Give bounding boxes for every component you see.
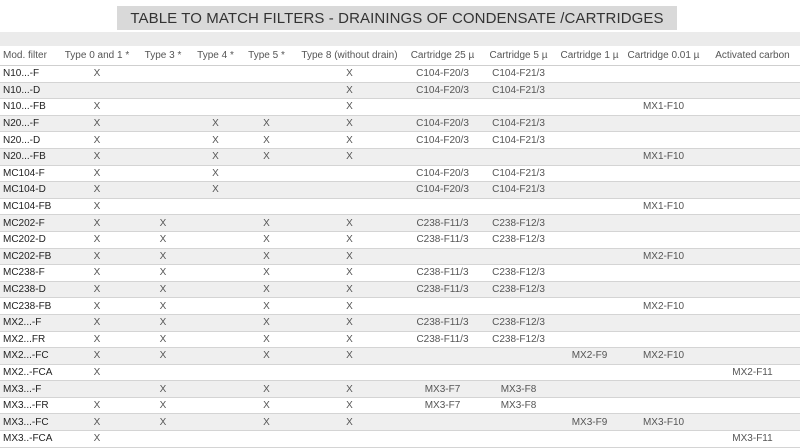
model-cell: MX2...-FC	[0, 348, 60, 365]
table-cell	[705, 165, 800, 182]
table-cell	[705, 248, 800, 265]
table-row	[0, 165, 800, 182]
table-row	[0, 82, 800, 99]
table-cell	[239, 66, 294, 83]
table-cell	[192, 248, 239, 265]
table-cell: X	[60, 198, 134, 215]
table-row	[0, 397, 800, 414]
table-cell: X	[134, 231, 192, 248]
column-header: Cartridge 25 µ	[405, 46, 480, 66]
table-cell	[705, 414, 800, 431]
table-cell	[192, 397, 239, 414]
table-cell: X	[239, 414, 294, 431]
table-cell	[192, 215, 239, 232]
table-cell	[705, 198, 800, 215]
table-cell: X	[60, 182, 134, 199]
table-cell: C238-F12/3	[480, 281, 557, 298]
table-cell	[480, 348, 557, 365]
table-row	[0, 348, 800, 365]
table-cell: C238-F11/3	[405, 231, 480, 248]
table-row	[0, 364, 800, 381]
table-cell: X	[60, 414, 134, 431]
table-cell	[480, 198, 557, 215]
table-cell: X	[60, 265, 134, 282]
table-row	[0, 115, 800, 132]
table-cell	[480, 414, 557, 431]
table-cell: X	[134, 414, 192, 431]
table-cell	[294, 364, 405, 381]
table-cell	[557, 381, 622, 398]
table-cell: X	[60, 165, 134, 182]
table-cell: X	[294, 148, 405, 165]
table-cell: X	[60, 364, 134, 381]
table-cell	[557, 132, 622, 149]
table-cell	[192, 364, 239, 381]
table-row	[0, 298, 800, 315]
table-cell	[134, 364, 192, 381]
table-cell: X	[60, 431, 134, 448]
table-cell: X	[60, 132, 134, 149]
table-cell	[134, 115, 192, 132]
table-cell: X	[60, 99, 134, 116]
table-cell	[192, 414, 239, 431]
table-cell	[557, 298, 622, 315]
table-cell	[192, 99, 239, 116]
table-cell	[192, 381, 239, 398]
table-cell	[239, 182, 294, 199]
table-cell	[134, 66, 192, 83]
table-cell	[239, 99, 294, 116]
model-cell: MC238-F	[0, 265, 60, 282]
table-cell: X	[60, 115, 134, 132]
table-cell	[134, 182, 192, 199]
table-cell: X	[239, 248, 294, 265]
table-cell: X	[294, 381, 405, 398]
model-cell: MC104-D	[0, 182, 60, 199]
table-cell	[705, 148, 800, 165]
table-cell: X	[239, 331, 294, 348]
table-cell: C104-F21/3	[480, 82, 557, 99]
table-body	[0, 66, 800, 448]
table-cell	[705, 215, 800, 232]
table-cell	[192, 265, 239, 282]
table-cell	[480, 99, 557, 116]
table-cell	[134, 431, 192, 448]
table-cell: X	[134, 381, 192, 398]
table-cell: C238-F11/3	[405, 215, 480, 232]
table-cell	[557, 314, 622, 331]
table-row	[0, 381, 800, 398]
model-cell: MC238-FB	[0, 298, 60, 315]
table-cell	[405, 198, 480, 215]
table-cell: C238-F11/3	[405, 281, 480, 298]
table-cell	[294, 431, 405, 448]
table-cell	[622, 381, 705, 398]
table-cell	[622, 231, 705, 248]
table-cell	[294, 165, 405, 182]
model-cell: MX3...-FR	[0, 397, 60, 414]
table-cell	[557, 165, 622, 182]
filter-match-table	[0, 46, 800, 448]
table-cell	[557, 148, 622, 165]
table-cell	[405, 298, 480, 315]
table-cell: MX3-F10	[622, 414, 705, 431]
table-cell	[622, 265, 705, 282]
table-cell	[557, 115, 622, 132]
table-cell: X	[239, 314, 294, 331]
table-row	[0, 231, 800, 248]
table-cell: X	[60, 148, 134, 165]
table-cell	[705, 231, 800, 248]
table-cell: C104-F20/3	[405, 115, 480, 132]
table-cell: MX1-F10	[622, 148, 705, 165]
model-cell: MX2...-F	[0, 314, 60, 331]
column-header: Cartridge 1 µ	[557, 46, 622, 66]
table-cell: MX2-F10	[622, 348, 705, 365]
table-row	[0, 431, 800, 448]
table-cell	[60, 381, 134, 398]
model-cell: MX3...-F	[0, 381, 60, 398]
table-cell: X	[294, 132, 405, 149]
table-cell: MX3-F7	[405, 381, 480, 398]
table-cell: MX3-F7	[405, 397, 480, 414]
model-cell: N20...-D	[0, 132, 60, 149]
table-row	[0, 215, 800, 232]
table-cell	[622, 281, 705, 298]
table-cell	[622, 331, 705, 348]
title-bar	[117, 6, 677, 30]
table-cell	[192, 348, 239, 365]
table-cell	[705, 397, 800, 414]
table-cell: X	[134, 215, 192, 232]
table-cell	[294, 182, 405, 199]
table-cell: X	[134, 314, 192, 331]
table-cell	[239, 431, 294, 448]
table-cell: X	[60, 248, 134, 265]
table-cell: MX3-F8	[480, 397, 557, 414]
table-cell: X	[134, 248, 192, 265]
header-band	[0, 32, 800, 46]
table-cell: C238-F12/3	[480, 265, 557, 282]
table-row	[0, 414, 800, 431]
table-row	[0, 331, 800, 348]
table-cell: X	[60, 66, 134, 83]
table-cell	[134, 82, 192, 99]
table-cell: X	[60, 331, 134, 348]
table-cell: MX1-F10	[622, 99, 705, 116]
model-cell: N20...-FB	[0, 148, 60, 165]
table-cell	[134, 198, 192, 215]
table-cell	[705, 348, 800, 365]
table-cell: X	[239, 115, 294, 132]
table-cell	[405, 364, 480, 381]
column-header: Type 3 *	[134, 46, 192, 66]
table-cell: X	[192, 148, 239, 165]
table-cell: C104-F21/3	[480, 66, 557, 83]
table-cell	[134, 99, 192, 116]
table-cell	[192, 314, 239, 331]
table-cell: C104-F21/3	[480, 132, 557, 149]
table-cell	[557, 215, 622, 232]
table-cell: C238-F12/3	[480, 215, 557, 232]
table-cell: X	[60, 231, 134, 248]
table-cell	[622, 82, 705, 99]
model-cell: MX2...FR	[0, 331, 60, 348]
table-cell	[60, 82, 134, 99]
table-cell	[557, 265, 622, 282]
table-cell	[405, 248, 480, 265]
table-cell: X	[294, 265, 405, 282]
table-cell	[192, 66, 239, 83]
model-cell: N20...-F	[0, 115, 60, 132]
table-cell: MX2-F11	[705, 364, 800, 381]
table-cell: X	[294, 331, 405, 348]
column-header: Cartridge 5 µ	[480, 46, 557, 66]
column-header: Type 4 *	[192, 46, 239, 66]
table-row	[0, 248, 800, 265]
table-cell	[705, 115, 800, 132]
model-cell: MC104-F	[0, 165, 60, 182]
model-cell: MC104-FB	[0, 198, 60, 215]
table-cell	[705, 381, 800, 398]
table-cell	[192, 82, 239, 99]
column-header: Type 0 and 1 *	[60, 46, 134, 66]
table-cell: X	[134, 397, 192, 414]
table-cell	[134, 148, 192, 165]
table-row	[0, 99, 800, 116]
table-cell: X	[134, 348, 192, 365]
model-cell: N10...-FB	[0, 99, 60, 116]
table-cell	[557, 248, 622, 265]
table-cell: X	[60, 397, 134, 414]
model-cell: N10...-F	[0, 66, 60, 83]
table-cell	[705, 265, 800, 282]
table-cell: X	[239, 231, 294, 248]
table-row	[0, 148, 800, 165]
table-cell	[622, 397, 705, 414]
table-cell	[705, 331, 800, 348]
table-cell: X	[134, 281, 192, 298]
table-cell: C238-F11/3	[405, 331, 480, 348]
table-cell: X	[294, 281, 405, 298]
table-cell: MX3-F9	[557, 414, 622, 431]
table-cell	[192, 431, 239, 448]
model-cell: MX3...-FC	[0, 414, 60, 431]
table-cell: X	[192, 182, 239, 199]
table-cell: X	[294, 248, 405, 265]
table-cell: MX2-F9	[557, 348, 622, 365]
table-cell	[192, 281, 239, 298]
table-cell	[705, 82, 800, 99]
table-cell: C104-F21/3	[480, 182, 557, 199]
table-cell: X	[192, 115, 239, 132]
table-cell: X	[60, 298, 134, 315]
table-cell: X	[60, 215, 134, 232]
table-cell: X	[239, 265, 294, 282]
table-cell: MX2-F10	[622, 298, 705, 315]
column-header: Cartridge 0.01 µ	[622, 46, 705, 66]
table-cell: C104-F20/3	[405, 66, 480, 83]
table-cell: C104-F20/3	[405, 132, 480, 149]
table-cell	[239, 364, 294, 381]
table-cell: C104-F21/3	[480, 115, 557, 132]
table-cell: X	[294, 115, 405, 132]
table-cell	[192, 198, 239, 215]
table-cell: X	[239, 281, 294, 298]
table-cell	[705, 281, 800, 298]
column-header: Mod. filter	[0, 46, 60, 66]
table-cell	[557, 99, 622, 116]
table-cell: X	[134, 298, 192, 315]
table-cell: X	[294, 66, 405, 83]
column-header: Activated carbon	[705, 46, 800, 66]
table-cell: C238-F12/3	[480, 331, 557, 348]
table-cell	[239, 82, 294, 99]
table-cell	[705, 99, 800, 116]
table-cell	[405, 431, 480, 448]
model-cell: MC238-D	[0, 281, 60, 298]
table-cell: X	[294, 348, 405, 365]
table-cell	[622, 314, 705, 331]
table-row	[0, 281, 800, 298]
table-cell	[192, 231, 239, 248]
table-row	[0, 198, 800, 215]
table-cell: X	[192, 165, 239, 182]
table-cell	[134, 165, 192, 182]
table-cell	[622, 364, 705, 381]
table-cell	[192, 298, 239, 315]
table-cell: MX1-F10	[622, 198, 705, 215]
table-cell	[405, 148, 480, 165]
table-cell: X	[134, 331, 192, 348]
table-cell	[557, 431, 622, 448]
table-cell: X	[239, 381, 294, 398]
model-cell: MC202-FB	[0, 248, 60, 265]
table-cell	[557, 281, 622, 298]
table-cell	[557, 364, 622, 381]
table-cell: X	[192, 132, 239, 149]
table-cell	[622, 215, 705, 232]
table-row	[0, 314, 800, 331]
table-cell	[480, 248, 557, 265]
table-cell: X	[60, 281, 134, 298]
table-cell: X	[294, 298, 405, 315]
table-cell	[405, 414, 480, 431]
model-cell: MC202-D	[0, 231, 60, 248]
table-cell: C238-F12/3	[480, 314, 557, 331]
table-cell: C238-F11/3	[405, 314, 480, 331]
table-cell	[705, 314, 800, 331]
table-cell	[239, 165, 294, 182]
model-cell: N10...-D	[0, 82, 60, 99]
table-row	[0, 265, 800, 282]
table-cell: X	[239, 132, 294, 149]
table-cell: MX3-F8	[480, 381, 557, 398]
table-cell	[557, 331, 622, 348]
table-cell	[134, 132, 192, 149]
table-cell	[480, 148, 557, 165]
table-row	[0, 182, 800, 199]
table-cell: C104-F21/3	[480, 165, 557, 182]
table-cell	[480, 431, 557, 448]
table-cell	[557, 82, 622, 99]
model-cell: MX2..-FCA	[0, 364, 60, 381]
page-title: TABLE TO MATCH FILTERS - DRAININGS OF CONDENSATE /CARTRIDGES	[130, 9, 664, 27]
table-cell: MX3-F11	[705, 431, 800, 448]
table-cell	[557, 182, 622, 199]
column-header: Type 5 *	[239, 46, 294, 66]
table-cell	[705, 66, 800, 83]
table-cell: X	[239, 215, 294, 232]
table-cell	[705, 298, 800, 315]
table-cell: C104-F20/3	[405, 182, 480, 199]
table-cell	[557, 397, 622, 414]
table-row	[0, 66, 800, 83]
table-cell: X	[134, 265, 192, 282]
table-cell: X	[294, 414, 405, 431]
table-cell: X	[60, 348, 134, 365]
table-cell	[557, 198, 622, 215]
table-cell	[705, 132, 800, 149]
table-cell	[405, 348, 480, 365]
table-cell	[557, 231, 622, 248]
model-cell: MX3..-FCA	[0, 431, 60, 448]
table-cell	[622, 132, 705, 149]
table-cell	[557, 66, 622, 83]
table-cell	[239, 198, 294, 215]
table-cell	[294, 198, 405, 215]
table-cell	[192, 331, 239, 348]
table-cell: X	[239, 397, 294, 414]
table-cell	[622, 115, 705, 132]
table-cell: C238-F11/3	[405, 265, 480, 282]
table-cell: X	[294, 82, 405, 99]
model-cell: MC202-F	[0, 215, 60, 232]
table-cell: C104-F20/3	[405, 165, 480, 182]
table-cell	[622, 182, 705, 199]
table-cell: MX2-F10	[622, 248, 705, 265]
table-cell: X	[239, 298, 294, 315]
table-cell	[622, 66, 705, 83]
table-cell	[480, 364, 557, 381]
table-cell: X	[60, 314, 134, 331]
column-header: Type 8 (without drain)	[294, 46, 405, 66]
table-cell	[405, 99, 480, 116]
table-cell: C238-F12/3	[480, 231, 557, 248]
table-cell	[622, 431, 705, 448]
table-cell: X	[294, 397, 405, 414]
table-cell: X	[294, 314, 405, 331]
table-cell	[480, 298, 557, 315]
table-cell	[705, 182, 800, 199]
table-cell: X	[239, 348, 294, 365]
table-cell	[622, 165, 705, 182]
table-cell: X	[294, 99, 405, 116]
table-cell: X	[239, 148, 294, 165]
table-row	[0, 132, 800, 149]
table-cell: C104-F20/3	[405, 82, 480, 99]
header-row	[0, 46, 800, 66]
table-cell: X	[294, 215, 405, 232]
table-cell: X	[294, 231, 405, 248]
